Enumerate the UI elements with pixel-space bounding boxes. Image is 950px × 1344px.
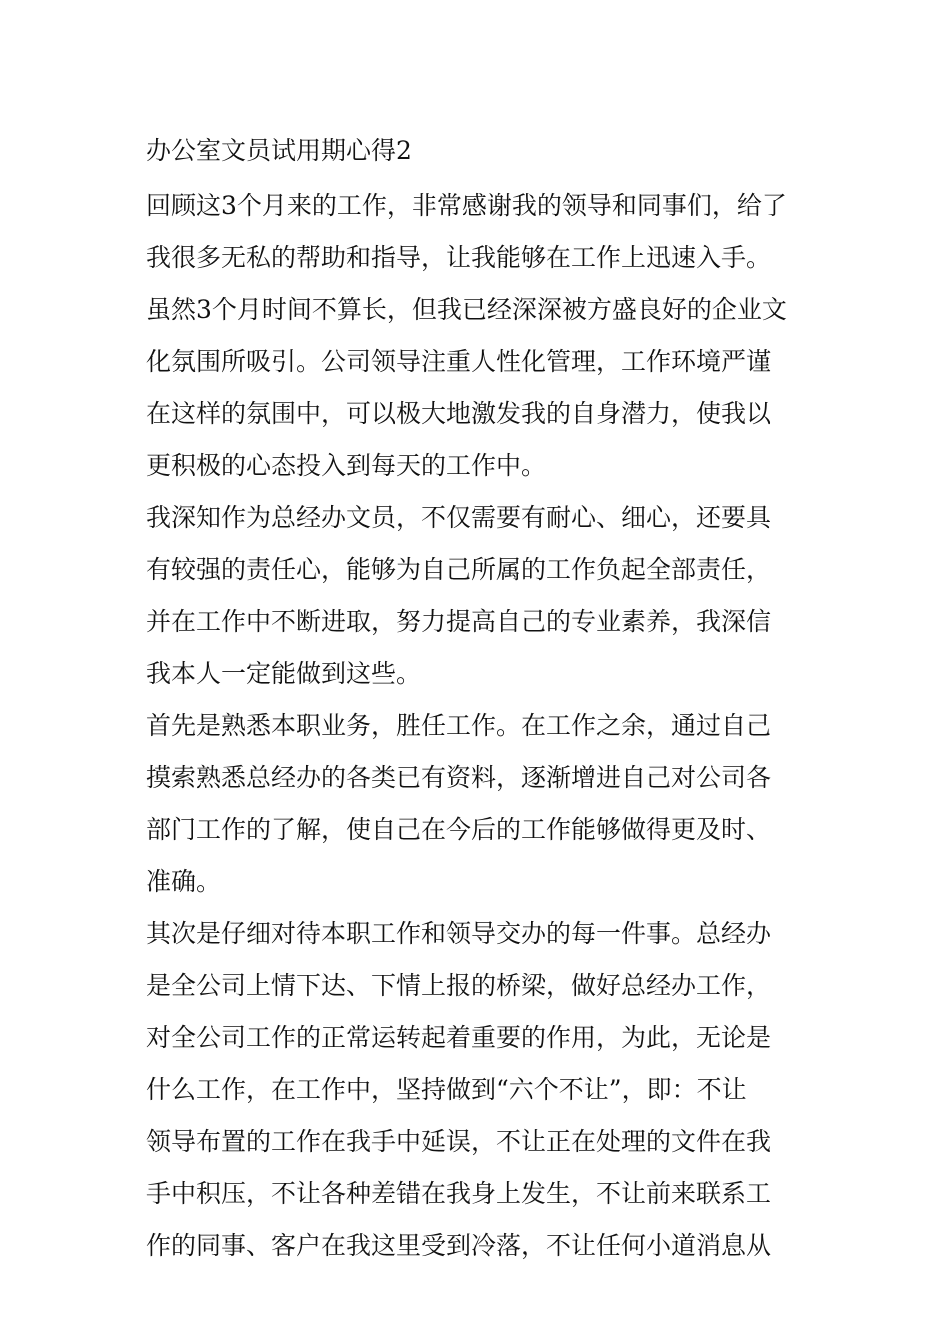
text-line: 手中积压，不让各种差错在我身上发生，不让前来联系工 <box>146 1179 772 1208</box>
document-title: 办公室文员试用期心得2 <box>146 136 412 165</box>
text-line: 准确。 <box>146 867 222 896</box>
text-line: 部门工作的了解，使自己在今后的工作能够做得更及时、 <box>146 815 772 844</box>
text-line: 回顾这3个月来的工作，非常感谢我的领导和同事们，给了 <box>146 191 787 220</box>
text-line: 虽然3个月时间不算长，但我已经深深被方盛良好的企业文 <box>146 295 787 324</box>
text-line: 我很多无私的帮助和指导，让我能够在工作上迅速入手。 <box>146 243 772 272</box>
text-line: 作的同事、客户在我这里受到冷落，不让任何小道消息从 <box>146 1231 772 1260</box>
text-line: 有较强的责任心，能够为自己所属的工作负起全部责任， <box>146 555 772 584</box>
paragraph-2 <box>146 284 810 492</box>
text-line: 对全公司工作的正常运转起着重要的作用，为此，无论是 <box>146 1023 772 1052</box>
text-line: 更积极的心态投入到每天的工作中。 <box>146 451 547 480</box>
text-line: 领导布置的工作在我手中延误，不让正在处理的文件在我 <box>146 1127 772 1156</box>
text-line: 在这样的氛围中，可以极大地激发我的自身潜力，使我以 <box>146 399 772 428</box>
text-line: 其次是仔细对待本职工作和领导交办的每一件事。总经办 <box>146 919 772 948</box>
paragraph-1 <box>146 180 810 284</box>
text-line: 我本人一定能做到这些。 <box>146 659 422 688</box>
paragraph-3 <box>146 492 810 700</box>
text-line: 首先是熟悉本职业务，胜任工作。在工作之余，通过自己 <box>146 711 772 740</box>
text-line: 化氛围所吸引。公司领导注重人性化管理，工作环境严谨 <box>146 347 772 376</box>
text-line: 并在工作中不断进取，努力提高自己的专业素养，我深信 <box>146 607 772 636</box>
document-body <box>146 128 810 1272</box>
text-line: 什么工作，在工作中，坚持做到“六个不让”，即：不让 <box>146 1075 747 1104</box>
paragraph-5 <box>146 908 810 1272</box>
paragraph-4 <box>146 700 810 908</box>
text-line: 摸索熟悉总经办的各类已有资料，逐渐增进自己对公司各 <box>146 763 772 792</box>
text-line: 是全公司上情下达、下情上报的桥梁，做好总经办工作， <box>146 971 772 1000</box>
text-line: 我深知作为总经办文员，不仅需要有耐心、细心，还要具 <box>146 503 772 532</box>
